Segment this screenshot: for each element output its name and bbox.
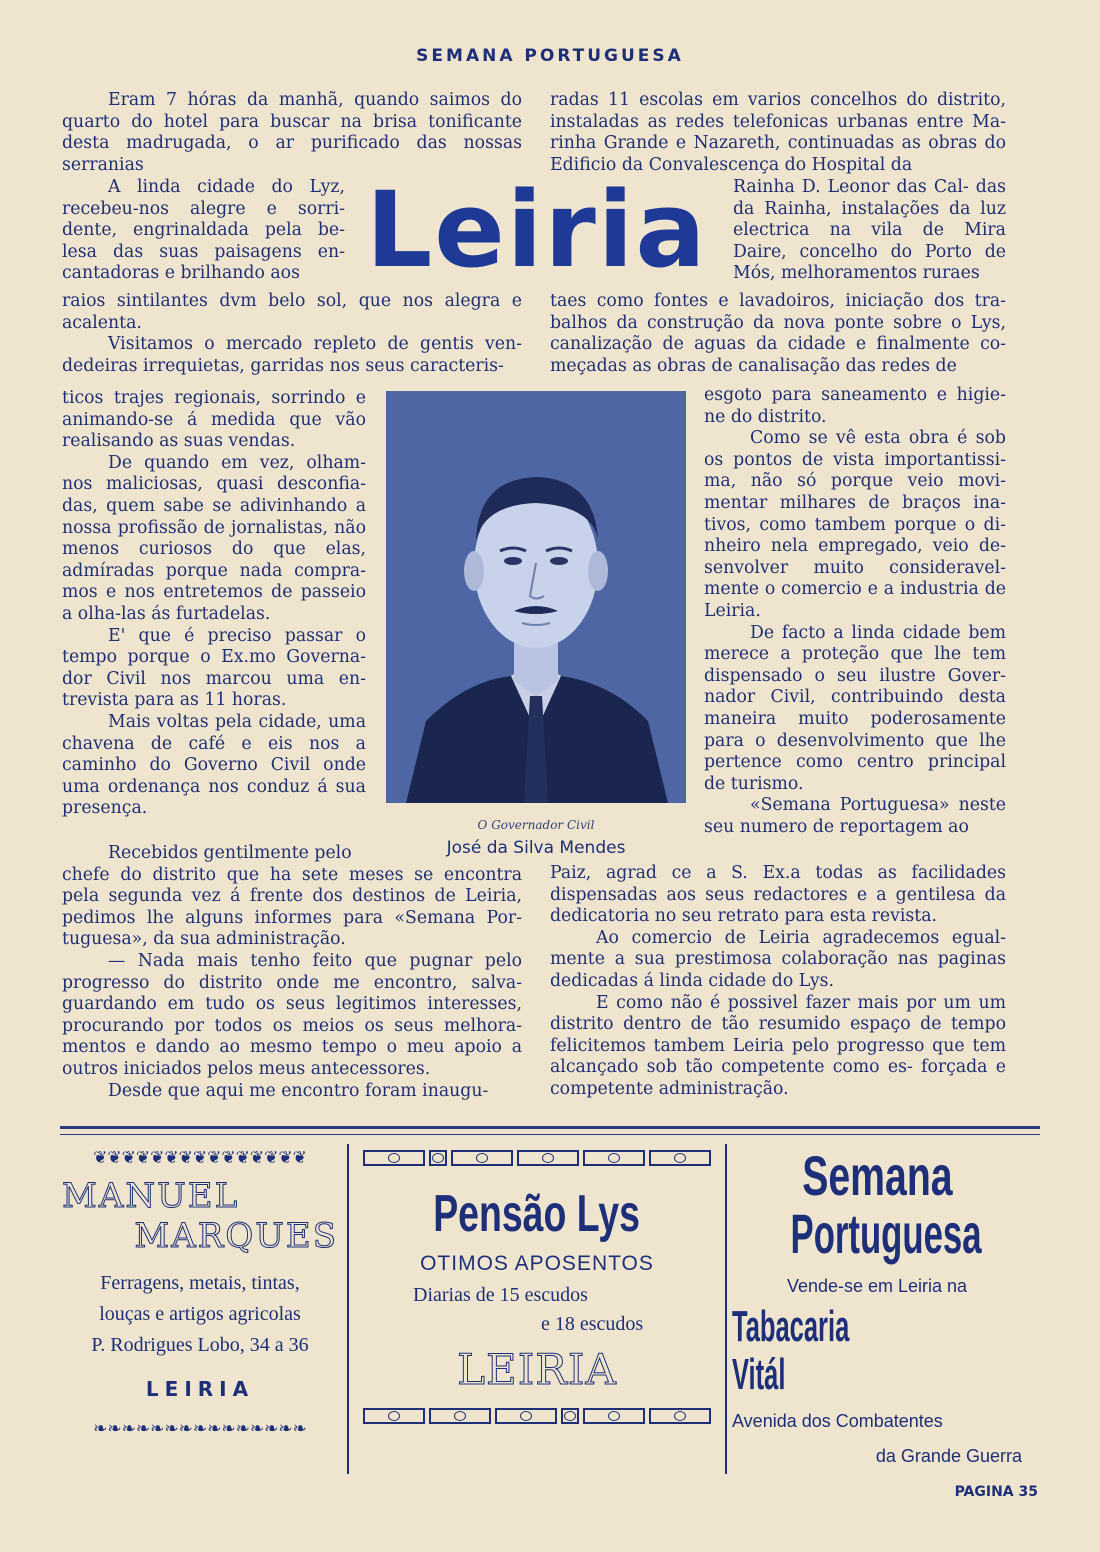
governor-portrait <box>386 391 686 803</box>
section-divider <box>60 1126 1040 1135</box>
col2-bottom <box>550 863 1006 1101</box>
col1-top <box>62 90 522 176</box>
ad3-line2: Avenida dos Combatentes <box>732 1411 943 1431</box>
ad3-shop: Tabacaria Vitál <box>732 1302 850 1399</box>
paragraph: Desde que aqui me encontro foram inaugu- <box>108 1080 489 1101</box>
ornament-border-top: ❦❦❦❦❦❦❦❦❦❦❦❦❦❦❦ <box>93 1148 307 1168</box>
paragraph: Ao comercio de Leiria agradecemos egual- mente a sua prestimosa colaboração nas paginas dedicadas á linda cidade do Lys. <box>550 927 1006 991</box>
ad-pensao-lys <box>347 1144 727 1474</box>
paragraph: Visitamos o mercado repleto de gentis ven- dedeiras irrequietas, garridas nos seus caracteris- <box>62 334 522 376</box>
paragraph: Eram 7 hóras da manhã, quando saimos do quarto do hotel para buscar na brisa tonificante desta madrugada, o ar purificado das nossas serranias <box>62 90 522 175</box>
ad2-line2: Diarias de 15 escudos <box>413 1284 588 1306</box>
article-title: Leiria <box>366 169 708 291</box>
photo-caption-role: O Governador Civil <box>477 818 595 832</box>
paragraph: De quando em vez, olham- nos maliciosas, quasi desconfia- das, quem sabe se adivinhando a nossa profissão de jornalistas, não menos curiosos do que elas, admíradas porque nada compra- mos e nos entretemos de passeio a olha-las ás furtadelas. <box>62 452 366 624</box>
paragraph: E como não é possivel fazer mais por um um distrito dentro de tão resumido espaço de tempo felicitemos tambem Leiria pelo progresso que tem alcançado sob tão competente como es- forçada e competente administração. <box>550 992 1006 1099</box>
paragraph: A linda cidade do Lyz, recebeu-nos alegre e sorri- dente, engrinaldada pela be- lesa das suas paisagens en- cantadoras e brilhando aos <box>62 177 345 284</box>
col2-beside-title <box>733 177 1006 285</box>
paragraph: E' que é preciso passar o tempo porque o Ex.mo Governa- dor Civil nos marcou uma en- trevista para as 11 horas. <box>62 625 366 711</box>
ad1-line3: P. Rodrigues Lobo, 34 a 36 <box>91 1334 309 1356</box>
col2-narrow <box>704 385 1006 838</box>
paragraph: taes como fontes e lavadoiros, iniciação dos tra- balhos da construção da nova ponte sobre o Lys, canalização de aguas da cidade e finalmente co- meçadas as obras de canalisação das redes de <box>550 291 1006 376</box>
paragraph: — Nada mais tenho feito que pugnar pelo progresso do distrito onde me encontro, salva- guardando em tudo os seus legitimos interesses, procurando por todos os meios os seus melhora- mentos e dando ao mesmo tempo o meu apoio a outros iniciados pelos meus antecessores. <box>62 950 522 1079</box>
ad3-line3: da Grande Guerra <box>875 1446 1022 1466</box>
masthead: SEMANA PORTUGUESA <box>416 46 684 66</box>
paragraph: raios sintilantes dvm belo sol, que nos alegra e acalenta. <box>62 291 522 333</box>
ad3-name-line2: Portuguesa <box>790 1202 982 1265</box>
ad1-line1: Ferragens, metais, tintas, <box>100 1272 300 1294</box>
ornament-box-row-top <box>349 1150 725 1166</box>
ad1-line2: louças e artigos agricolas <box>99 1303 301 1325</box>
paragraph: radas 11 escolas em varios concelhos do distrito, instaladas as redes telefonicas urbanas entre Ma- rinha Grande e Nazareth, continuadas as obras do Edificio da Convalescença do Hospital da <box>550 90 1006 175</box>
ad1-name-line2: MARQUES <box>134 1216 338 1256</box>
col2-full <box>550 291 1006 377</box>
page-number: PAGINA 35 <box>954 1484 1038 1500</box>
ornament-border-bottom: ❧❧❧❧❧❧❧❧❧❧❧❧❧❧❧ <box>93 1419 307 1439</box>
ad2-city: LEIRIA <box>457 1345 617 1394</box>
col2-top <box>550 90 1006 176</box>
col1-full <box>62 291 522 377</box>
col1-narrow <box>62 388 366 820</box>
portrait-illustration <box>386 391 686 803</box>
paragraph: Como se vê esta obra é sob os pontos de vista importantissi- ma, não só porque veio movi- mentar milhares de braços ina- tivos, como tambem porque o di- nheiro nela empregado, veio de- senvolver muito consideravel- mente o comercio e a industria de Leiria. <box>704 428 1006 621</box>
ad-manuel-marques <box>62 1148 338 1468</box>
ad-semana-portuguesa <box>732 1144 1022 1478</box>
photo-caption-name: José da Silva Mendes <box>446 838 626 858</box>
ad2-line3: e 18 escudos <box>541 1313 644 1335</box>
paragraph: Rainha D. Leonor das Cal- das da Rainha, instalações da luz electrica na vila de Mira Daire, concelho do Porto de Mós, melhoramentos ruraes <box>733 177 1006 284</box>
col1-beside-title <box>62 177 345 285</box>
ad1-name-line1: MANUEL <box>62 1176 240 1216</box>
paragraph: Mais voltas pela cidade, uma chavena de café e eis nos a caminho do Governo Civil onde uma ordenança nos conduz á sua presença. <box>62 711 366 819</box>
ad3-line1: Vende-se em Leiria na <box>786 1276 968 1296</box>
paragraph: Paiz, agrad ce a S. Ex.a todas as facilidades dispensadas aos seus redactores e a gentilesa da dedicatoria no seu retrato para esta revista. <box>550 863 1006 927</box>
ad2-line1: OTIMOS APOSENTOS <box>420 1252 654 1275</box>
paragraph: chefe do distrito que ha sete meses se encontra pela segunda vez á frente dos destinos de Leiria, pedimos lhe alguns informes para «Semana Por- tuguesa», da sua administração. <box>62 864 522 950</box>
col1-bottom <box>62 843 522 1102</box>
paragraph: esgoto para saneamento e higie- ne do distrito. <box>704 385 1006 427</box>
paragraph: «Semana Portuguesa» neste seu numero de reportagem ao <box>704 795 1006 837</box>
paragraph: ticos trajes regionais, sorrindo e animando-se á medida que vão realisando as suas vendas. <box>62 388 366 452</box>
ad2-name: Pensão Lys <box>433 1185 641 1243</box>
ad3-name-line1: Semana <box>801 1144 953 1207</box>
ad1-city: LEIRIA <box>145 1377 255 1401</box>
ornament-box-row-bottom <box>349 1408 725 1424</box>
paragraph: De facto a linda cidade bem merece a proteção que lhe tem dispensado o seu ilustre Gover- nador Civil, contribuindo desta maneira muito poderosamente para o desenvolvimento que lhe pertence como centro principal de turismo. <box>704 622 1006 794</box>
paragraph: Recebidos gentilmente pelo <box>108 843 352 863</box>
